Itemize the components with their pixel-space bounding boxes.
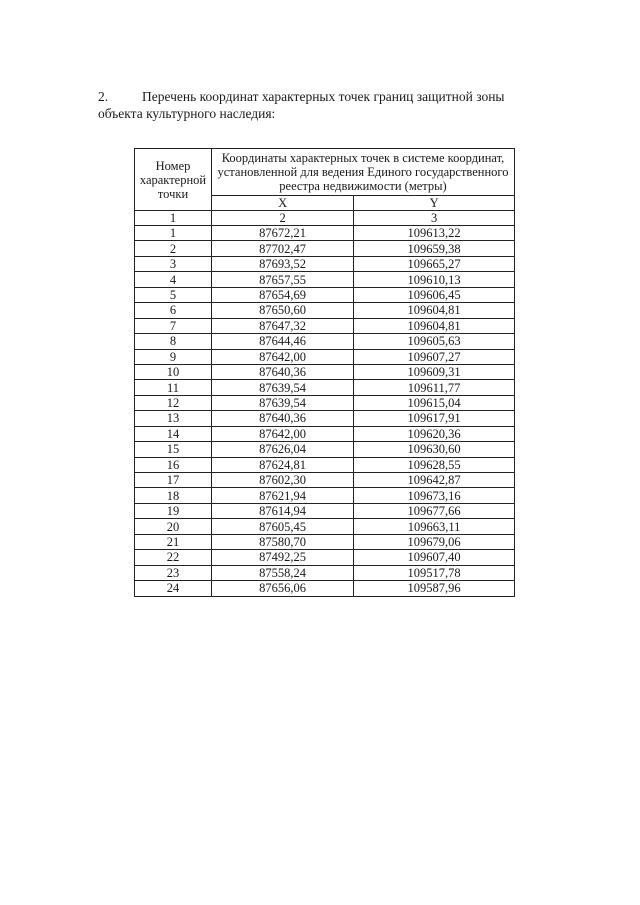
column-index-3: 3: [354, 211, 515, 226]
x-coordinate-cell: 87639,54: [212, 380, 354, 395]
y-coordinate-cell: 109665,27: [354, 256, 515, 271]
x-coordinate-cell: 87640,36: [212, 364, 354, 379]
y-coordinate-cell: 109611,77: [354, 380, 515, 395]
table-row: [135, 334, 515, 349]
point-number-cell: 22: [135, 550, 212, 565]
section-heading: [98, 88, 548, 122]
y-coordinate-cell: 109607,27: [354, 349, 515, 364]
table-row: [135, 503, 515, 518]
coordinates-table: [134, 148, 515, 597]
table-row: [135, 241, 515, 256]
x-coordinate-cell: 87656,06: [212, 581, 354, 596]
y-coordinate-cell: 109587,96: [354, 581, 515, 596]
table-row: [135, 272, 515, 287]
table-row: [135, 442, 515, 457]
x-coordinate-cell: 87624,81: [212, 457, 354, 472]
x-coordinate-cell: 87693,52: [212, 256, 354, 271]
x-coordinate-cell: 87647,32: [212, 318, 354, 333]
header-y: Y: [354, 196, 515, 211]
point-number-cell: 4: [135, 272, 212, 287]
x-coordinate-cell: 87626,04: [212, 442, 354, 457]
section-title: Перечень координат характерных точек границ защитной зоны объекта культурного наследия:: [98, 89, 505, 121]
y-coordinate-cell: 109615,04: [354, 395, 515, 410]
point-number-cell: 21: [135, 534, 212, 549]
x-coordinate-cell: 87621,94: [212, 488, 354, 503]
y-coordinate-cell: 109620,36: [354, 426, 515, 441]
x-coordinate-cell: 87640,36: [212, 411, 354, 426]
header-coordinates: Координаты характерных точек в системе координат, установленной для ведения Единого государственного реестра недвижимости (метры): [212, 149, 515, 196]
y-coordinate-cell: 109630,60: [354, 442, 515, 457]
table-row: [135, 395, 515, 410]
x-coordinate-cell: 87614,94: [212, 503, 354, 518]
table-row: [135, 550, 515, 565]
x-coordinate-cell: 87650,60: [212, 303, 354, 318]
y-coordinate-cell: 109628,55: [354, 457, 515, 472]
x-coordinate-cell: 87558,24: [212, 565, 354, 580]
x-coordinate-cell: 87639,54: [212, 395, 354, 410]
table-row: [135, 287, 515, 302]
point-number-cell: 1: [135, 226, 212, 241]
point-number-cell: 6: [135, 303, 212, 318]
y-coordinate-cell: 109605,63: [354, 334, 515, 349]
table-row: [135, 256, 515, 271]
point-number-cell: 17: [135, 473, 212, 488]
point-number-cell: 24: [135, 581, 212, 596]
point-number-cell: 16: [135, 457, 212, 472]
table-row: [135, 534, 515, 549]
point-number-cell: 9: [135, 349, 212, 364]
table-row: [135, 318, 515, 333]
y-coordinate-cell: 109606,45: [354, 287, 515, 302]
x-coordinate-cell: 87602,30: [212, 473, 354, 488]
point-number-cell: 14: [135, 426, 212, 441]
point-number-cell: 12: [135, 395, 212, 410]
table-row: [135, 488, 515, 503]
x-coordinate-cell: 87642,00: [212, 426, 354, 441]
y-coordinate-cell: 109604,81: [354, 303, 515, 318]
y-coordinate-cell: 109607,40: [354, 550, 515, 565]
column-index-1: 1: [135, 211, 212, 226]
x-coordinate-cell: 87672,21: [212, 226, 354, 241]
x-coordinate-cell: 87657,55: [212, 272, 354, 287]
point-number-cell: 13: [135, 411, 212, 426]
y-coordinate-cell: 109617,91: [354, 411, 515, 426]
table-row: [135, 473, 515, 488]
y-coordinate-cell: 109609,31: [354, 364, 515, 379]
coordinates-body: [135, 226, 515, 597]
y-coordinate-cell: 109610,13: [354, 272, 515, 287]
table-row: [135, 581, 515, 596]
point-number-cell: 7: [135, 318, 212, 333]
point-number-cell: 10: [135, 364, 212, 379]
x-coordinate-cell: 87580,70: [212, 534, 354, 549]
point-number-cell: 5: [135, 287, 212, 302]
point-number-cell: 23: [135, 565, 212, 580]
point-number-cell: 3: [135, 256, 212, 271]
x-coordinate-cell: 87654,69: [212, 287, 354, 302]
x-coordinate-cell: 87702,47: [212, 241, 354, 256]
y-coordinate-cell: 109673,16: [354, 488, 515, 503]
table-row: [135, 411, 515, 426]
table-row: [135, 519, 515, 534]
x-coordinate-cell: 87492,25: [212, 550, 354, 565]
table-row: [135, 226, 515, 241]
table-row: [135, 565, 515, 580]
point-number-cell: 11: [135, 380, 212, 395]
section-number: 2.: [98, 89, 109, 104]
table-row: [135, 380, 515, 395]
y-coordinate-cell: 109604,81: [354, 318, 515, 333]
table-row: [135, 457, 515, 472]
table-row: [135, 364, 515, 379]
table-row: [135, 426, 515, 441]
x-coordinate-cell: 87644,46: [212, 334, 354, 349]
y-coordinate-cell: 109642,87: [354, 473, 515, 488]
y-coordinate-cell: 109663,11: [354, 519, 515, 534]
table-row: [135, 349, 515, 364]
point-number-cell: 19: [135, 503, 212, 518]
point-number-cell: 2: [135, 241, 212, 256]
y-coordinate-cell: 109659,38: [354, 241, 515, 256]
point-number-cell: 20: [135, 519, 212, 534]
y-coordinate-cell: 109679,06: [354, 534, 515, 549]
y-coordinate-cell: 109613,22: [354, 226, 515, 241]
header-point-number: Номер характерной точки: [135, 149, 212, 211]
x-coordinate-cell: 87642,00: [212, 349, 354, 364]
column-index-2: 2: [212, 211, 354, 226]
point-number-cell: 18: [135, 488, 212, 503]
point-number-cell: 15: [135, 442, 212, 457]
x-coordinate-cell: 87605,45: [212, 519, 354, 534]
y-coordinate-cell: 109517,78: [354, 565, 515, 580]
y-coordinate-cell: 109677,66: [354, 503, 515, 518]
point-number-cell: 8: [135, 334, 212, 349]
header-x: X: [212, 196, 354, 211]
column-index-row: [135, 211, 515, 226]
table-row: [135, 303, 515, 318]
